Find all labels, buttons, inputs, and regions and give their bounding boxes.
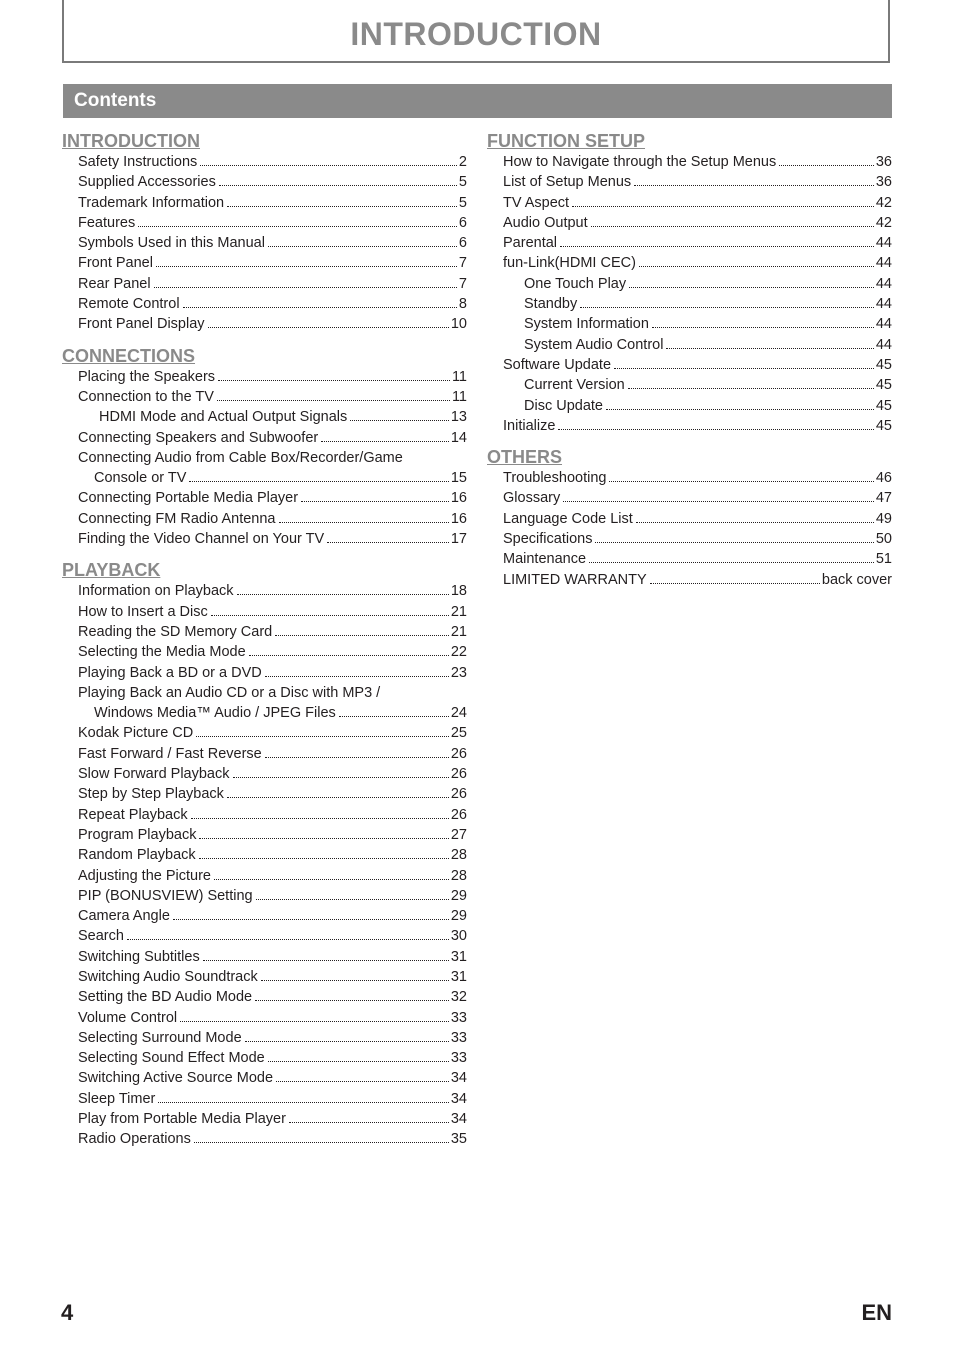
toc-entry[interactable]: Front Panel Display 10	[78, 316, 467, 333]
toc-entry[interactable]: Adjusting the Picture 28	[78, 867, 467, 884]
toc-entry[interactable]: Reading the SD Memory Card 21	[78, 623, 467, 640]
toc-entry[interactable]: Front Panel 7	[78, 255, 467, 272]
toc-entry[interactable]: Radio Operations 35	[78, 1131, 467, 1148]
toc-entry[interactable]: How to Navigate through the Setup Menus 36	[503, 154, 892, 170]
toc-entry[interactable]: Step by Step Playback 26	[78, 786, 467, 803]
toc-entry[interactable]: Random Playback 28	[78, 847, 467, 864]
toc-entry-multiline[interactable]: Connecting Audio from Cable Box/Recorder/Game Console or TV 15	[78, 449, 467, 487]
toc-subentry[interactable]: System Audio Control 44	[524, 336, 892, 353]
toc-entry[interactable]: Search 30	[78, 928, 467, 945]
toc-entry[interactable]: Information on Playback 18	[78, 583, 467, 600]
toc-entry[interactable]: Troubleshooting 46	[503, 470, 892, 487]
toc-entry[interactable]: Selecting Surround Mode 33	[78, 1029, 467, 1046]
toc-entry[interactable]: Features 6	[78, 214, 467, 231]
toc-entry[interactable]: Placing the Speakers 11	[78, 368, 467, 385]
page-number: 4	[61, 1300, 74, 1325]
toc-subentry[interactable]: One Touch Play 44	[524, 275, 892, 292]
toc-entry[interactable]: Connecting FM Radio Antenna 16	[78, 510, 467, 527]
toc-entry[interactable]: Play from Portable Media Player 34	[78, 1111, 467, 1128]
section-heading: CONNECTIONS	[62, 345, 196, 366]
toc-entry[interactable]: List of Setup Menus 36	[503, 174, 892, 191]
toc-entry[interactable]: Glossary 47	[503, 490, 892, 507]
toc-subentry[interactable]: Current Version 45	[524, 377, 892, 394]
toc-entry[interactable]: Rear Panel 7	[78, 275, 467, 292]
toc-subentry[interactable]: Standby 44	[524, 296, 892, 313]
toc-entry[interactable]: Sleep Timer 34	[78, 1090, 467, 1107]
toc-entry[interactable]: Program Playback 27	[78, 826, 467, 843]
toc-subentry[interactable]: Disc Update 45	[524, 397, 892, 414]
toc-subentry[interactable]: System Information 44	[524, 316, 892, 333]
toc-entry[interactable]: Parental 44	[503, 235, 892, 252]
toc-entry[interactable]: Audio Output 42	[503, 214, 892, 231]
section-playback	[62, 559, 467, 1149]
toc-entry[interactable]: Selecting the Media Mode 22	[78, 644, 467, 661]
toc-entry[interactable]: Remote Control 8	[78, 296, 467, 313]
toc-entry[interactable]: Connection to the TV 11	[78, 388, 467, 405]
section-heading: OTHERS	[487, 447, 563, 468]
toc-entry[interactable]: Slow Forward Playback 26	[78, 766, 467, 783]
toc-entry[interactable]: Connecting Portable Media Player 16	[78, 490, 467, 507]
header-box	[62, 0, 890, 63]
section-heading: FUNCTION SETUP	[487, 131, 646, 151]
toc-entry[interactable]: Switching Audio Soundtrack 31	[78, 968, 467, 985]
section-heading: PLAYBACK	[62, 560, 161, 581]
toc-entry[interactable]: Safety Instructions 2	[78, 154, 467, 170]
contents-bar	[63, 84, 892, 118]
toc-entry[interactable]: Language Code List 49	[503, 510, 892, 527]
toc-entry[interactable]: Symbols Used in this Manual 6	[78, 235, 467, 252]
toc-entry[interactable]: Trademark Information 5	[78, 194, 467, 211]
toc-entry[interactable]: Initialize 45	[503, 417, 892, 434]
section-others	[487, 446, 892, 590]
toc-entry[interactable]: Camera Angle 29	[78, 908, 467, 925]
toc-entry[interactable]: Specifications 50	[503, 531, 892, 548]
toc-entry[interactable]: Software Update 45	[503, 356, 892, 373]
toc-entry[interactable]: TV Aspect 42	[503, 194, 892, 211]
toc-entry[interactable]: Kodak Picture CD 25	[78, 725, 467, 742]
page-title: INTRODUCTION	[350, 16, 602, 52]
toc-right-column	[487, 128, 892, 590]
toc-entry[interactable]: fun-Link(HDMI CEC) 44	[503, 255, 892, 272]
toc-entry[interactable]: Supplied Accessories 5	[78, 174, 467, 191]
toc-subentry[interactable]: HDMI Mode and Actual Output Signals 13	[99, 409, 467, 426]
section-function-setup	[487, 130, 892, 436]
toc-entry[interactable]: Finding the Video Channel on Your TV 17	[78, 531, 467, 548]
toc-entry[interactable]: Connecting Speakers and Subwoofer 14	[78, 429, 467, 446]
section-heading: INTRODUCTION	[62, 131, 200, 151]
toc-left-column	[62, 128, 467, 1150]
toc-entry[interactable]: LIMITED WARRANTY back cover	[503, 571, 892, 588]
toc-entry[interactable]: Fast Forward / Fast Reverse 26	[78, 745, 467, 762]
toc-entry[interactable]: PIP (BONUSVIEW) Setting 29	[78, 887, 467, 904]
toc-entry[interactable]: Switching Active Source Mode 34	[78, 1070, 467, 1087]
toc-entry[interactable]: Selecting Sound Effect Mode 33	[78, 1050, 467, 1067]
toc-entry[interactable]: Setting the BD Audio Mode 32	[78, 989, 467, 1006]
toc-entry[interactable]: Playing Back a BD or a DVD 23	[78, 664, 467, 681]
toc-entry[interactable]: How to Insert a Disc 21	[78, 603, 467, 620]
section-connections	[62, 345, 467, 550]
toc-entry[interactable]: Repeat Playback 26	[78, 806, 467, 823]
toc-entry[interactable]: Volume Control 33	[78, 1009, 467, 1026]
language-code: EN	[861, 1300, 892, 1325]
section-introduction	[62, 130, 467, 335]
toc-entry[interactable]: Switching Subtitles 31	[78, 948, 467, 965]
contents-title: Contents	[74, 90, 157, 111]
toc-entry-multiline[interactable]: Playing Back an Audio CD or a Disc with MP3 / Windows Media™ Audio / JPEG Files 24	[78, 684, 467, 722]
toc-entry[interactable]: Maintenance 51	[503, 551, 892, 568]
